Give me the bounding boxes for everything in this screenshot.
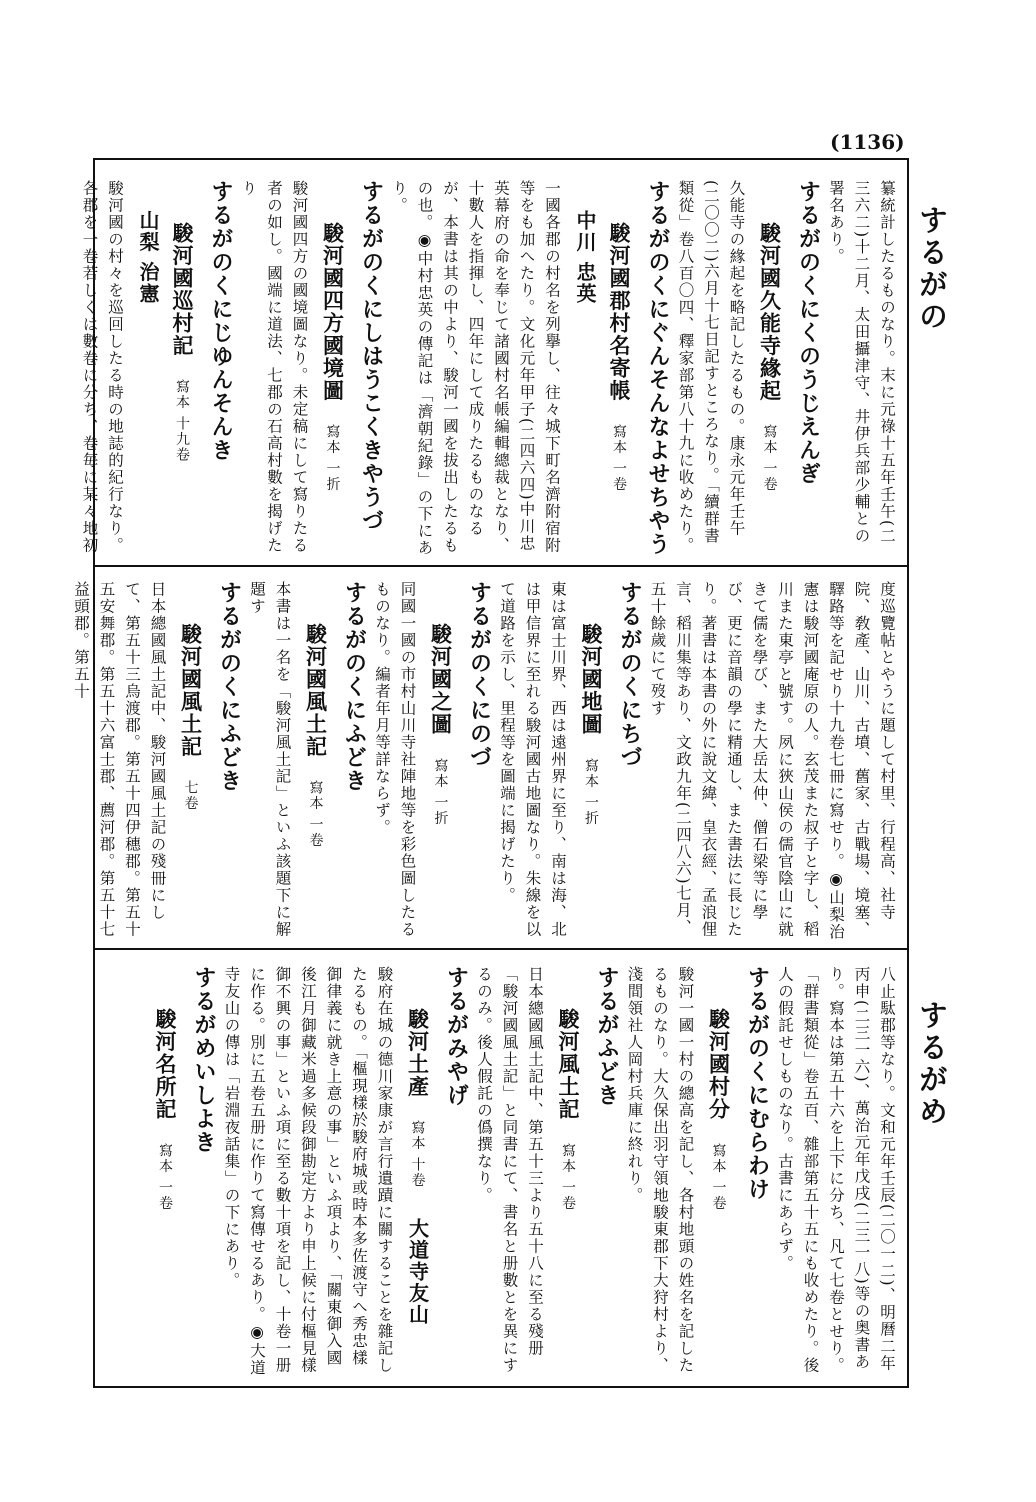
continuation-text: 纂統計したるものなり。末に元祿十五年壬午(二三六二)十二月、太田攝津守、井伊兵部少輔との署名あり。 xyxy=(827,180,896,545)
entry-reading: するがめいしよき xyxy=(191,966,216,1154)
entry-text: 同國一國の市村山川寺社陣地等を彩色圖したるものなり。編者年月等詳ならず。 xyxy=(373,581,417,938)
entry xyxy=(218,966,471,1378)
entry-text: 駿河國の村々を巡回したる時の地誌的紀行なり。各郡を一卷若しくは數卷に分ち、卷毎に某々地初 xyxy=(80,180,124,554)
entry-reading: するがのくにむらわけ xyxy=(744,966,770,1201)
entry xyxy=(471,966,622,1378)
entry-title: 駿河國地圖 xyxy=(579,623,604,736)
entry-volume: 寫本 一卷 xyxy=(611,424,627,492)
entry-text: 一國各郡の村名を列擧し、往々城下町名濟附宿附等をも加へたり。文化元年甲子(二四六四)中川忠英幕府の命を奉じて諸國村名帳編輯總裁となり、十數人を指揮し、四年にして成りたるものなるが、本書は其の中より、駿河一國を拔出したるもの也。◉中村忠英の傳記は「濟朝紀錄」の下にあり。 xyxy=(390,180,561,557)
entry-title: 駿河國郡村名寄帳 xyxy=(607,222,632,402)
section-middle xyxy=(72,567,907,947)
entry xyxy=(369,581,494,943)
entry-volume: 寫本 一卷 xyxy=(761,424,778,492)
running-head-left: するがめ xyxy=(915,1000,949,1128)
entry-author: 中川 忠英 xyxy=(573,210,597,305)
entry xyxy=(621,966,772,1378)
section-top-text xyxy=(76,180,899,560)
entry-reading: するがのくにくのうじえんぎ xyxy=(795,180,821,486)
entry-reading: するがのくにじゆんそんき xyxy=(208,180,233,462)
entry-volume: 寫本 一折 xyxy=(432,757,449,826)
section-top xyxy=(80,160,907,564)
entry xyxy=(68,581,244,943)
entry-text: 本書は一名を「駿河風土記」といふ該題下に解題す xyxy=(248,581,292,938)
entry xyxy=(244,581,369,943)
section-bottom-text xyxy=(144,966,899,1378)
entry-title: 駿河國風土記 xyxy=(303,623,329,758)
entry-volume: 七卷 xyxy=(182,780,199,811)
entry xyxy=(148,966,218,1378)
entry-title: 駿河國之圖 xyxy=(428,623,454,736)
entry-text: 駿府在城の德川家康が言行遺蹟に關することを雜記したるもの。「樞現樣於駿府城或時本多佐渡守へ秀忠樣御律義に就き上意の事」といふ項より、「關東御入國後江月御藏米過多候段御勘定方より申上候に付樞見樣御不興の事」といふ項に至る數十項を記し、十卷一册に作る。別に五卷五册に作りて寫傳せるあり。◉大道寺友山の傳は「岩淵夜話集」の下にあり。 xyxy=(222,966,394,1377)
entry-text: 東は富士川界、西は遠州界に至り、南は海、北は甲信界に至れる駿河國古地圖なり。朱線を以て道路を示し、里程等を圖端に揭げたり。 xyxy=(498,581,567,938)
entry-title: 駿河風土記 xyxy=(556,1008,581,1121)
entry-reading: するがのくにふどき xyxy=(341,581,367,793)
entry xyxy=(494,581,645,943)
entry-volume: 寫本 一折 xyxy=(324,424,341,492)
entry-author: 大道寺友山 xyxy=(405,1217,430,1326)
section-middle-text xyxy=(68,581,900,943)
entry-volume: 寫本 十卷 xyxy=(409,1120,426,1188)
continuation-text: 度巡覽帖とやうに題して村里、行程高、社寺院、敎產、山川、古墳、舊家、古戰場、境塞、驛路等を記せり十九卷七冊に寫せり。◉山梨治憲は駿河國庵原の人。玄茂また叔子と字し、稻川また東亭と號す。夙に狹山侯の儒官陰山に就きて儒を學び、また大岳太仲、僧石梁等に學び、更に音韻の學に精通し、また書法に長じたり。著書は本書の外に說文緯、皇衣經、孟浪俚言、稻川集等あり、文政九年(二四八六)七月、五十餘歲にて歿す xyxy=(648,581,896,941)
entry-reading: するがふどき xyxy=(594,966,619,1107)
entry-text: 駿河一國一村の總高を記し、各村地頭の姓名を記したるものなり。大久保出羽守領地駿東郡下大狩村より、淺間領社人岡村兵庫に終れり。 xyxy=(625,966,695,1374)
entry-title: 駿河名所記 xyxy=(153,1008,178,1121)
entry xyxy=(76,180,235,560)
entry-reading: するがみやげ xyxy=(443,966,469,1107)
entry-volume: 寫本 一卷 xyxy=(157,1142,173,1211)
entry-reading: するがのくにのづ xyxy=(466,581,492,769)
entry-volume: 寫本 一卷 xyxy=(560,1142,576,1211)
entry-reading: するがのくにしはうこくきやうづ xyxy=(358,180,384,533)
entry-title: 駿河國久能寺緣起 xyxy=(757,222,783,402)
page-frame xyxy=(72,158,909,1388)
section-bottom xyxy=(95,950,907,1386)
entry-reading: するがのくにちづ xyxy=(617,581,642,769)
entry-title: 駿河國村分 xyxy=(706,1008,732,1121)
running-head-right: するがの xyxy=(915,205,949,333)
entry-title: 駿河土產 xyxy=(405,1008,431,1098)
entry xyxy=(386,180,673,560)
entry-title: 駿河國風土記 xyxy=(178,623,204,758)
entry-text: 日本總國風土記中、駿河國風土記の殘冊にして、第五十三烏渡郡。第五十四伊穗郡。第五十五安舞郡。第五十六富士郡、薦河郡。第五十七益頭郡。第五十 xyxy=(72,581,167,938)
continuation-text: 八止駄郡等なり。文和元年壬辰(二〇一二)、明曆二年丙申(二三一六)、萬治元年戊戌(二三一八)等の奥書あり。寫本は第五十六を上下に分ち、凡て七卷とせり。「群書類從」卷五百、雜部第五十五にも收めたり。後人の假託せしものなり。古書にあらず。 xyxy=(776,966,896,1374)
entry-text: 駿河國四方の國境圖なり。未定稿にして寫りたる者の如し。國端に道法、七郡の石高村數を揭げたり xyxy=(239,180,309,554)
entry xyxy=(672,180,823,560)
entry xyxy=(235,180,386,560)
entry-volume: 寫本 一卷 xyxy=(710,1142,727,1211)
entry-title: 駿河國巡村記 xyxy=(170,222,195,357)
entry-reading: するがのくにぐんそんなよせちやう xyxy=(645,180,670,556)
page-number: (1136) xyxy=(830,130,905,154)
entry-reading: するがのくにふどき xyxy=(216,581,242,793)
entry-volume: 寫本 一折 xyxy=(583,757,599,826)
entry-text: 久能寺の緣起を略記したるもの。康永元年壬午(二〇〇二)六月十七日記すところなり。「續群書類從」卷八百〇四、釋家部第八十九に收めたり。 xyxy=(676,180,746,554)
entry-author: 山梨 治憲 xyxy=(136,210,160,305)
entry-volume: 寫本 十九卷 xyxy=(174,379,190,463)
entry-text: 日本總國風土記中、第五十三より五十八に至る殘册「駿河國風土記」と同書にて、書名と册數とを異にするのみ。後人假託の僞撰なり。 xyxy=(475,966,544,1374)
entry-title: 駿河國四方國境圖 xyxy=(320,222,346,402)
entry-volume: 寫本 一卷 xyxy=(307,780,324,848)
